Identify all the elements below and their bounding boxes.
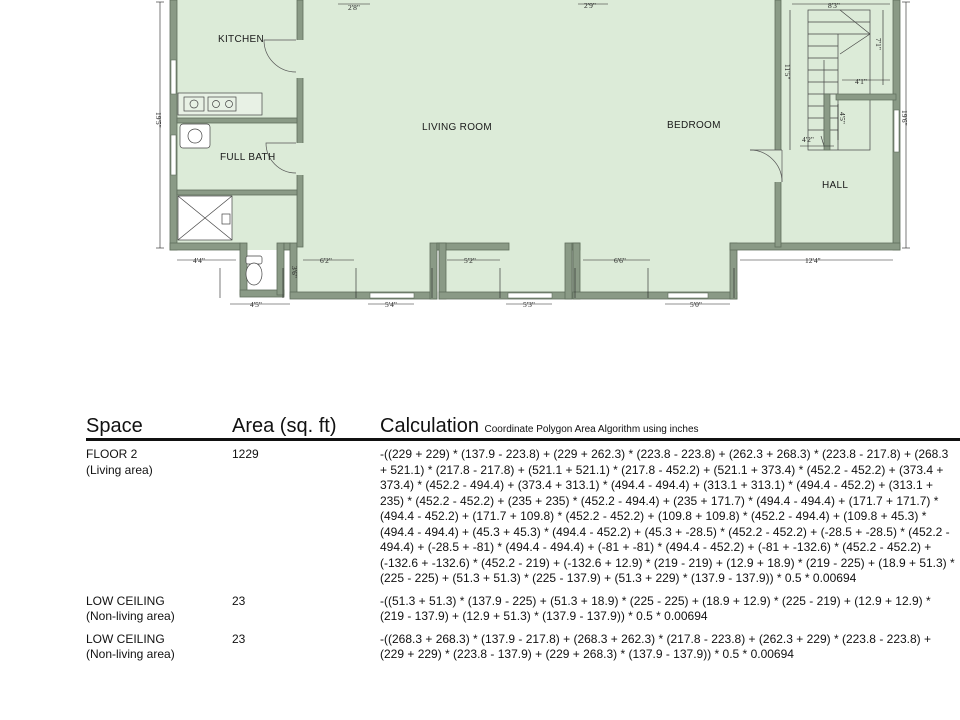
table-header (86, 408, 960, 441)
row-space-type: (Non-living area) (86, 647, 175, 661)
row-area: 1229 (232, 447, 259, 461)
row-space (86, 632, 232, 663)
row-space-type: (Living area) (86, 462, 153, 477)
row-space (86, 447, 232, 587)
dim-2-8: 2'8" (348, 3, 360, 12)
dim-3-6: 3'6" (290, 266, 299, 278)
table-row (86, 594, 960, 625)
row-calculation: -((268.3 + 268.3) * (137.9 - 217.8) + (268.3 + 262.3) * (217.8 - 223.8) + (262.3 + 229) * (223.8 - 223.8) + (229 + 229) * (223.8 - 137.9) + (229 + 268.3) * (137.9 - 137.9)) * 0.5 * 0.00694 (380, 631, 932, 661)
room-label-full-bath: FULL BATH (220, 152, 276, 163)
row-space-name: LOW CEILING (86, 631, 165, 646)
dim-4-4: 4'4" (193, 256, 205, 265)
dim-5-4: 5'4" (385, 300, 397, 309)
dim-5-0: 5'0" (690, 300, 702, 309)
dim-12-4: 12'4" (805, 256, 821, 265)
table-row (86, 632, 960, 663)
header-calculation-label: Calculation (380, 415, 479, 437)
dim-2-9: 2'9" (584, 1, 596, 10)
header-calculation-note: Coordinate Polygon Area Algorithm using inches (484, 424, 699, 435)
dim-6-6: 6'6" (614, 256, 626, 265)
kitchen-counter (178, 93, 262, 115)
room-label-bedroom: BEDROOM (667, 120, 721, 131)
dim-11-5: 11'5" (783, 64, 792, 80)
dim-7-1: 7'1" (874, 38, 883, 50)
room-label-hall: HALL (822, 180, 849, 191)
row-space-name: FLOOR 2 (86, 447, 138, 461)
area-table (86, 408, 960, 663)
row-area: 23 (232, 593, 246, 608)
dim-5-2: 5'2" (464, 256, 476, 265)
row-space (86, 594, 232, 625)
row-space-type: (Non-living area) (86, 609, 175, 623)
dim-19-5: 19'5" (154, 112, 163, 128)
row-area: 23 (232, 631, 246, 646)
header-calculation (380, 415, 699, 438)
row-calculation: -((51.3 + 51.3) * (137.9 - 225) + (51.3 + 18.9) * (225 - 225) + (18.9 + 12.9) * (225 - 219) + (12.9 + 12.9) * (219 - 137.9) + (12.9 + 51.3) * (137.9 - 137.9)) * 0.5 * 0.00694 (380, 593, 931, 623)
dim-5-3: 5'3" (523, 300, 535, 309)
header-space: Space (86, 415, 143, 437)
dim-6-2: 6'2" (320, 256, 332, 265)
row-space-name: LOW CEILING (86, 593, 165, 608)
room-label-living-room: LIVING ROOM (422, 122, 492, 133)
dim-8-3: 8'3" (828, 1, 840, 10)
dim-4-5-vertical: 4'5" (838, 112, 847, 124)
dim-4-2: 4'2" (802, 135, 814, 144)
header-area: Area (sq. ft) (232, 415, 337, 437)
dim-19-6: 19'6" (900, 110, 909, 126)
dim-4-5: 4'5" (250, 300, 262, 309)
table-row (86, 447, 960, 587)
room-label-kitchen: KITCHEN (218, 34, 264, 45)
row-calculation: -((229 + 229) * (137.9 - 223.8) + (229 + 262.3) * (223.8 - 223.8) + (262.3 + 268.3) * (223.8 - 217.8) + (268.3 + 521.1) * (217.8 - 217.8) + (521.1 + 521.1) * (217.8 - 452.2) + (521.1 + 373.4) * (452.2 - 452.2) + (373.4 + 373.4) * (452.2 - 494.4) + (373.4 + 313.1) * (494.4 - 494.4) + (313.1 + 313.1) * (494.4 - 452.2) + (313.1 + 235) * (452.2 - 452.2) + (235 + 235) * (452.2 - 494.4) + (235 + 171.7) * (494.4 - 494.4) + (171.7 + 171.7) * (494.4 - 452.2) + (171.7 + 109.8) * (452.2 - 452.2) + (109.8 + 109.8) * (452.2 - 494.4) + (109.8 + 45.3) * (494.4 - 494.4) + (45.3 + 45.3) * (494.4 - 452.2) + (45.3 + -28.5) * (452.2 - 452.2) + (-28.5 + -28.5) * (452.2 - 494.4) + (-28.5 + -81) * (494.4 - 494.4) + (-81 + -81) * (494.4 - 452.2) + (-81 + -132.6) * (452.2 - 452.2) + (-132.6 + -132.6) * (452.2 - 219) + (-132.6 + 12.9) * (219 - 219) + (12.9 + 18.9) * (219 - 225) + (18.9 + 51.3) * (225 - 225) + (51.3 + 51.3) * (225 - 137.9) + (51.3 + 229) * (137.9 - 137.9)) * 0.5 * 0.00694 (380, 447, 955, 585)
floor-plan (0, 0, 960, 320)
dim-4-1: 4'1" (855, 77, 867, 86)
